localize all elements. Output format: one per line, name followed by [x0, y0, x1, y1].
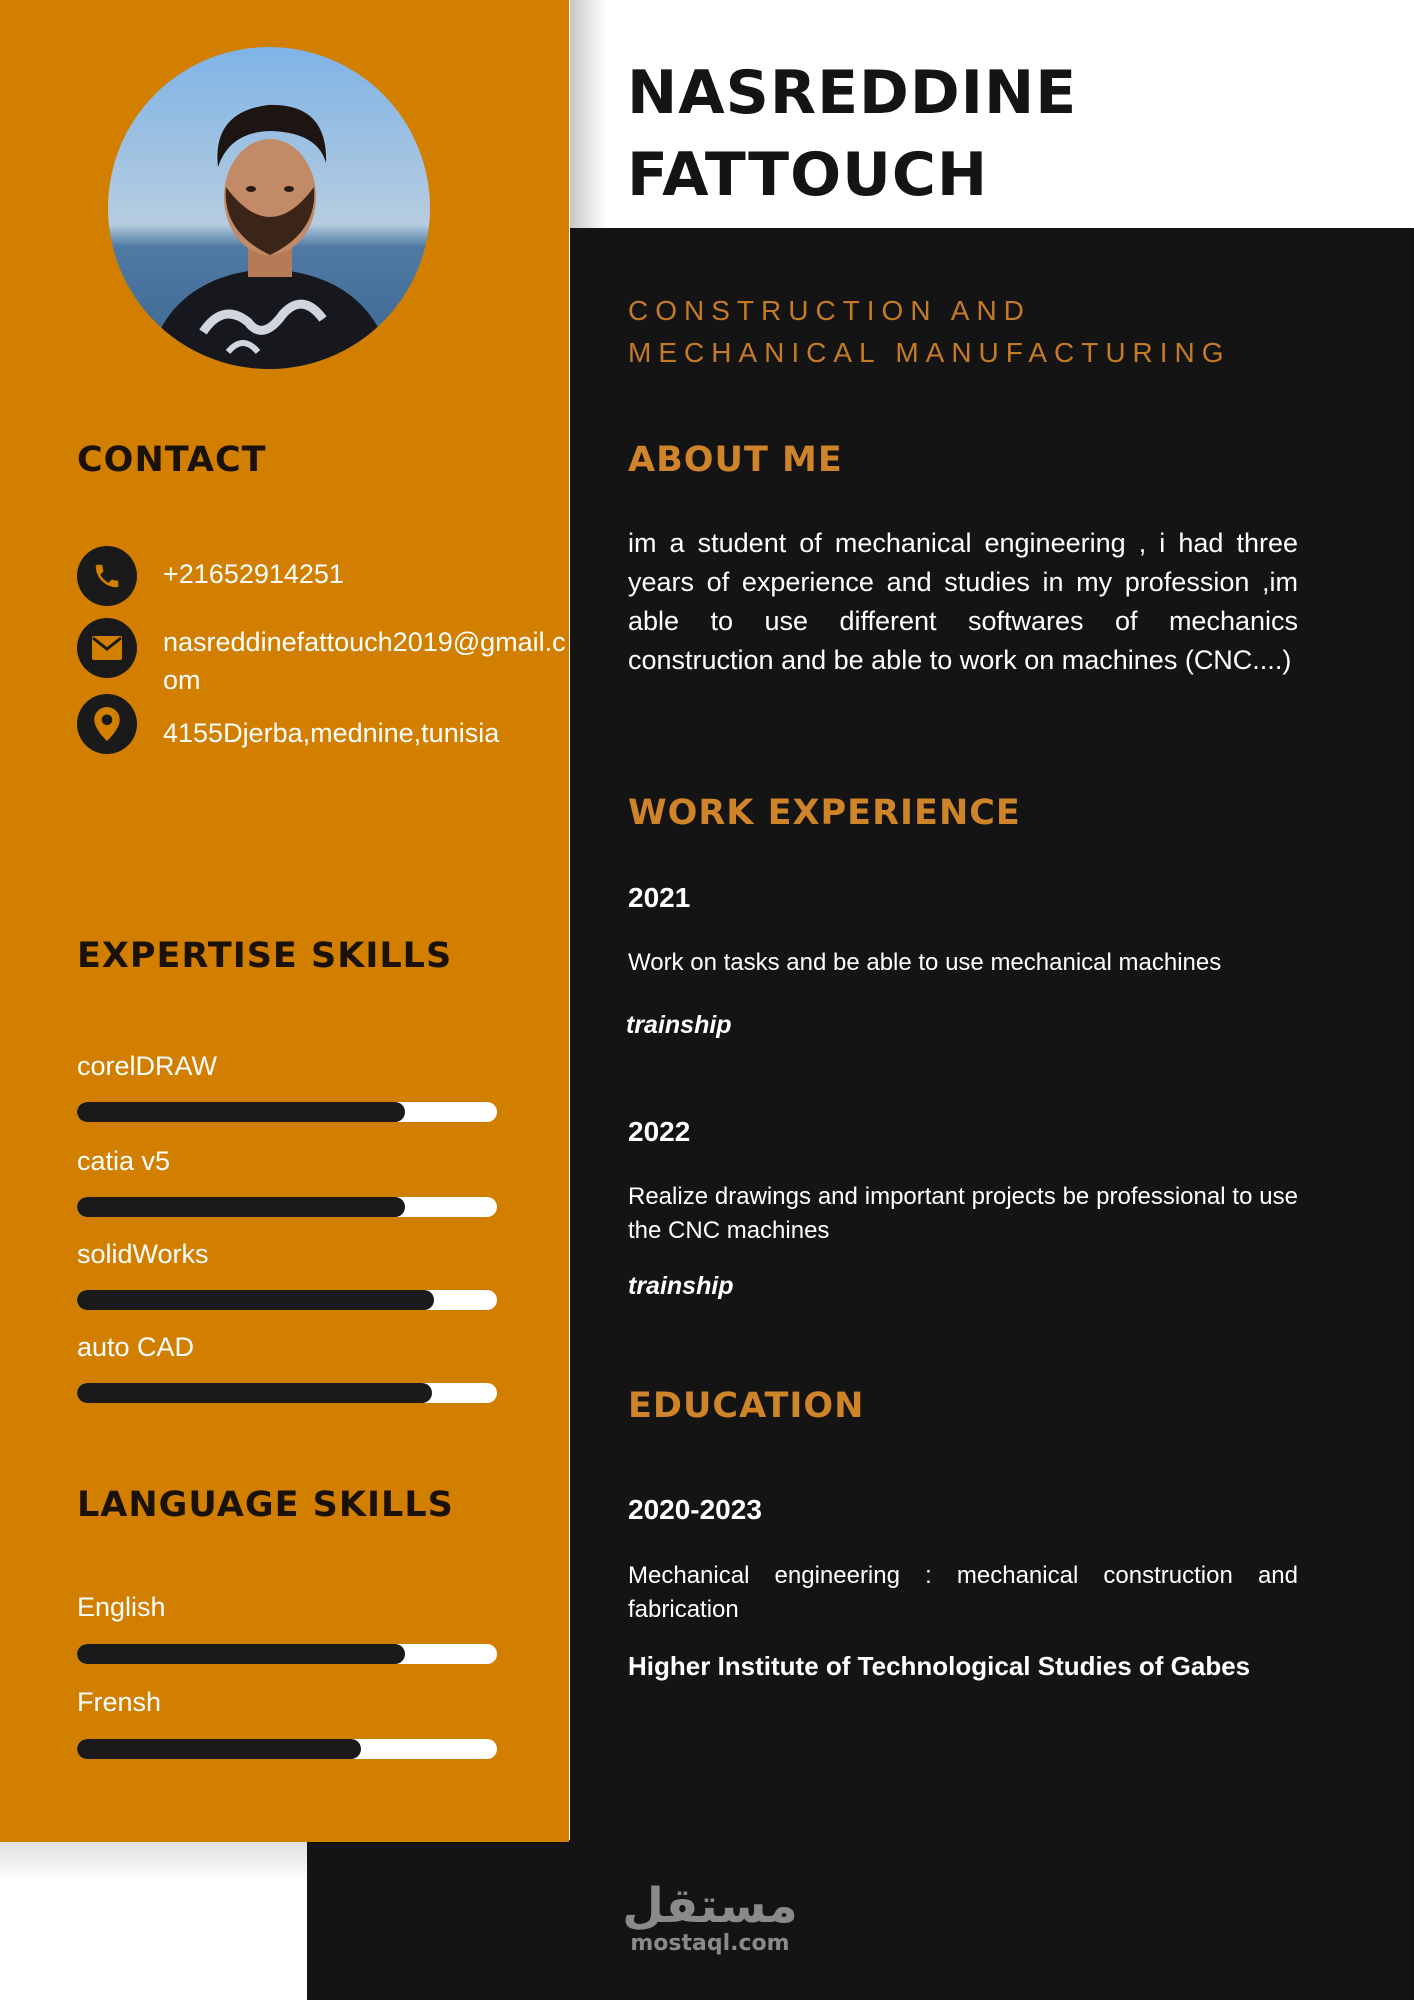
language-label: Frensh [77, 1687, 162, 1717]
skill-level [77, 1197, 405, 1217]
about-heading: ABOUT ME [628, 440, 843, 480]
mostaql-watermark [620, 1880, 800, 1956]
education-institution: Higher Institute of Technological Studies of Gabes [628, 1651, 1251, 1681]
language-label: English [77, 1592, 166, 1622]
work-description: Realize drawings and important projects be professional to use the CNC machines [628, 1183, 1298, 1244]
skill-label: solidWorks [77, 1239, 209, 1269]
contact-phone [77, 546, 573, 606]
skill-bar [77, 1197, 497, 1217]
language-level [77, 1739, 361, 1759]
work-year: 2022 [628, 1116, 691, 1147]
phone-link[interactable]: +21652914251 [163, 559, 344, 589]
work-type: trainship [626, 1011, 732, 1039]
contact-heading: CONTACT [77, 440, 267, 480]
skill-bar [77, 1383, 497, 1403]
skill-bar [77, 1102, 497, 1122]
panel-shadow [570, 0, 606, 228]
sidebar-shadow [0, 1842, 307, 1882]
contact-address [77, 694, 573, 754]
main-panel-background [570, 228, 1414, 2000]
sidebar [0, 0, 569, 1842]
skill-level [77, 1102, 405, 1122]
watermark-latin: mostaql.com [630, 1931, 790, 1956]
work-year: 2021 [628, 882, 691, 913]
skill-label: catia v5 [77, 1146, 171, 1176]
skill-bar [77, 1290, 497, 1310]
phone-icon [77, 546, 137, 606]
job-title-line1: CONSTRUCTION AND [628, 295, 1031, 326]
language-level [77, 1644, 405, 1664]
skill-level [77, 1290, 434, 1310]
map-pin-icon [77, 694, 137, 754]
skill-label: corelDRAW [77, 1051, 218, 1081]
work-description: Work on tasks and be able to use mechanical machines [628, 949, 1222, 976]
language-bar [77, 1739, 497, 1759]
education-description: Mechanical engineering : mechanical construction and fabrication [628, 1562, 1298, 1623]
work-type: trainship [628, 1272, 734, 1300]
education-heading: EDUCATION [628, 1386, 865, 1426]
language-bar [77, 1644, 497, 1664]
about-text: im a student of mechanical engineering , i had three years of experience and studies in my profession ,im able to use different softwares of mechanics construction and be able to work on machines (CNC....) [628, 528, 1298, 675]
name-first: NASREDDINE [627, 58, 1078, 128]
work-heading: WORK EXPERIENCE [628, 793, 1021, 833]
email-link[interactable]: nasreddinefattouch2019@gmail.com [163, 627, 566, 695]
education-years: 2020-2023 [628, 1494, 762, 1525]
skill-level [77, 1383, 432, 1403]
job-title-line2: MECHANICAL MANUFACTURING [628, 337, 1231, 368]
bottom-dark-band [307, 1840, 1414, 2000]
language-heading: LANGUAGE SKILLS [77, 1485, 454, 1525]
contact-email [77, 618, 573, 699]
skill-label: auto CAD [77, 1332, 195, 1362]
address-text: 4155Djerba,mednine,tunisia [163, 718, 500, 748]
candidate-name [627, 52, 1077, 216]
name-last: FATTOUCH [627, 140, 989, 210]
expertise-heading: EXPERTISE SKILLS [77, 936, 453, 976]
job-title [628, 290, 1368, 374]
envelope-icon [77, 618, 137, 678]
watermark-arabic: مستقل [622, 1878, 798, 1934]
profile-photo [108, 47, 430, 369]
